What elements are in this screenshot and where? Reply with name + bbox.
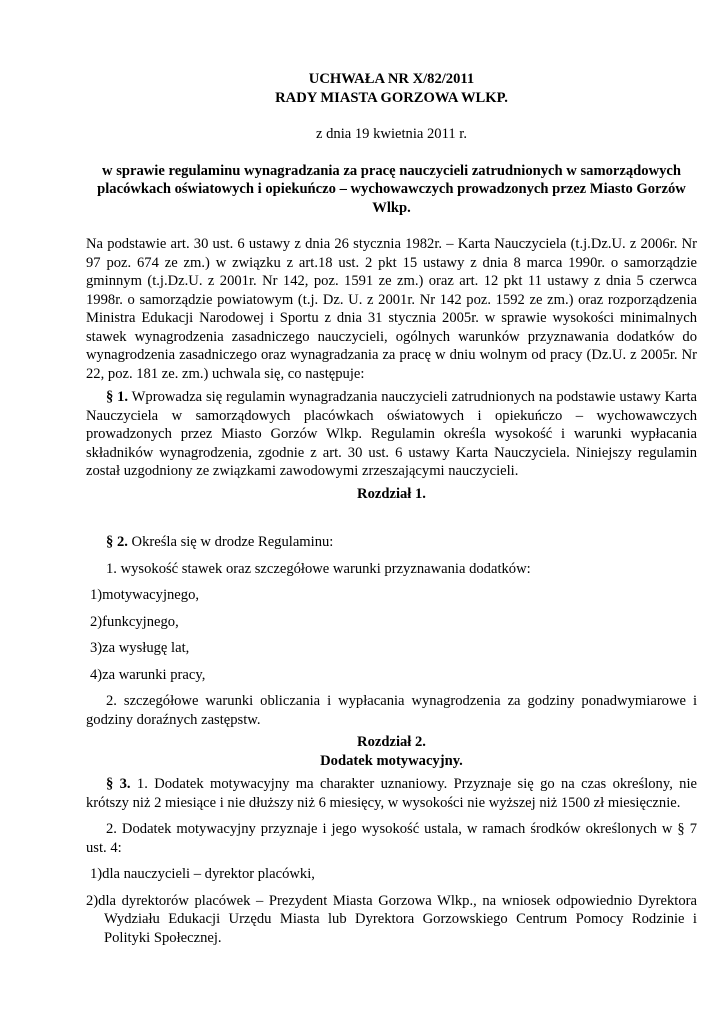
list-item: 3)za wysługę lat, [90,640,190,656]
list-item: 1)motywacyjnego, [90,587,200,603]
resolution-title [86,70,697,107]
chapter-1-title: Rozdział 1. [357,485,426,502]
section-1-mark: § 1. [106,389,129,405]
section-1-text: Wprowadza się regulamin wynagradzania nauczycieli zatrudnionych na podstawie ustawy Karta Nauczyciela w samorządowych placówkach oświatowych i opiekuńczo – wychowawczych prowadzonych przez Miasto Gorzów Wlkp. Regulamin określa wysokość i warunki wypłacania składników wynagrodzenia, zgodnie z art. 30 ust. 6 ustawy Karta Nauczyciela. Niniejszy regulamin został uzgodniony ze związkami zawodowymi zrzeszającymi nauczycieli. [86,389,697,479]
chapter-2-title: Rozdział 2. [357,734,426,750]
section-1 [86,388,697,481]
section-3 [86,775,697,812]
section-3-point-2: 2. Dodatek motywacyjny przyznaje i jego wysokość ustala, w ramach środków określonych w § 7 ust. 4: [86,821,697,856]
chapter-2-subtitle: Dodatek motywacyjny. [320,752,463,769]
list-item: 1)dla nauczycieli – dyrektor placówki, [90,866,315,882]
list-item: 4)za warunki pracy, [90,666,206,683]
list-item: 2)funkcyjnego, [90,613,179,630]
resolution-subject: w sprawie regulaminu wynagradzania za pracę nauczycieli zatrudnionych w samorządowych placówkach oświatowych i opiekuńczo – wychowawczych prowadzonych przez Miasto Gorzów Wlkp. [97,162,686,216]
chapter-2-heading [86,733,697,770]
section-3-mark: § 3. [106,776,131,792]
section-2-point-2: 2. szczegółowe warunki obliczania i wypłacania wynagrodzenia za godziny ponadwymiarowe i godziny doraźnych zastępstw. [86,693,697,728]
council-name: RADY MIASTA GORZOWA WLKP. [275,89,508,106]
legal-basis-preamble: Na podstawie art. 30 ust. 6 ustawy z dnia 26 stycznia 1982r. – Karta Nauczyciela (t.j.Dz.U. z 2006r. Nr 97 poz. 674 ze zm.) w związku z art.18 ust. 2 pkt 15 ustawy z dnia 8 marca 1990r. o samorządzie gminnym (t.j.Dz.U. z 2001r. Nr 142, poz. 1591 ze zm.) oraz art. 12 pkt 11 ustawy z dnia 5 czerwca 1998r. o samorządzie powiatowym (t.j. Dz. U. z 2001r. Nr 142 poz. 1592 ze zm.) oraz rozporządzenia Ministra Edukacji Narodowej i Sportu z dnia 31 stycznia 2005r. w sprawie wysokości minimalnych stawek wynagrodzenia zasadniczego nauczycieli, ogólnych warunków przyznawania dodatków do wynagrodzenia zasadniczego oraz wynagradzania za pracę w dniu wolnym od pracy (Dz.U. z 2005r. Nr 22, poz. 181 ze. zm.) uchwala się, co następuje: [86,236,697,382]
section-2-mark: § 2. [106,534,128,550]
section-2 [86,533,697,552]
section-2-point-1: 1. wysokość stawek oraz szczegółowe warunki przyznawania dodatków: [106,560,531,577]
section-3-text: 1. Dodatek motywacyjny ma charakter uznaniowy. Przyznaje się go na czas określony, nie krótszy niż 2 miesiące i nie dłuższy niż 6 miesięcy, w wysokości nie wyższej niż 1500 zł miesięcznie. [86,776,698,811]
resolution-date: z dnia 19 kwietnia 2011 r. [315,126,468,142]
section-2-text: Określa się w drodze Regulaminu: [127,534,334,550]
list-item: 2)dla dyrektorów placówek – Prezydent Miasta Gorzowa Wlkp., na wniosek odpowiednio Dyrektora Wydziału Edukacji Urzędu Miasta lub Dyrektora Gorzowskiego Centrum Pomocy Rodzinie i Polityki Społecznej. [86,892,697,946]
resolution-number: UCHWAŁA NR X/82/2011 [308,71,475,87]
